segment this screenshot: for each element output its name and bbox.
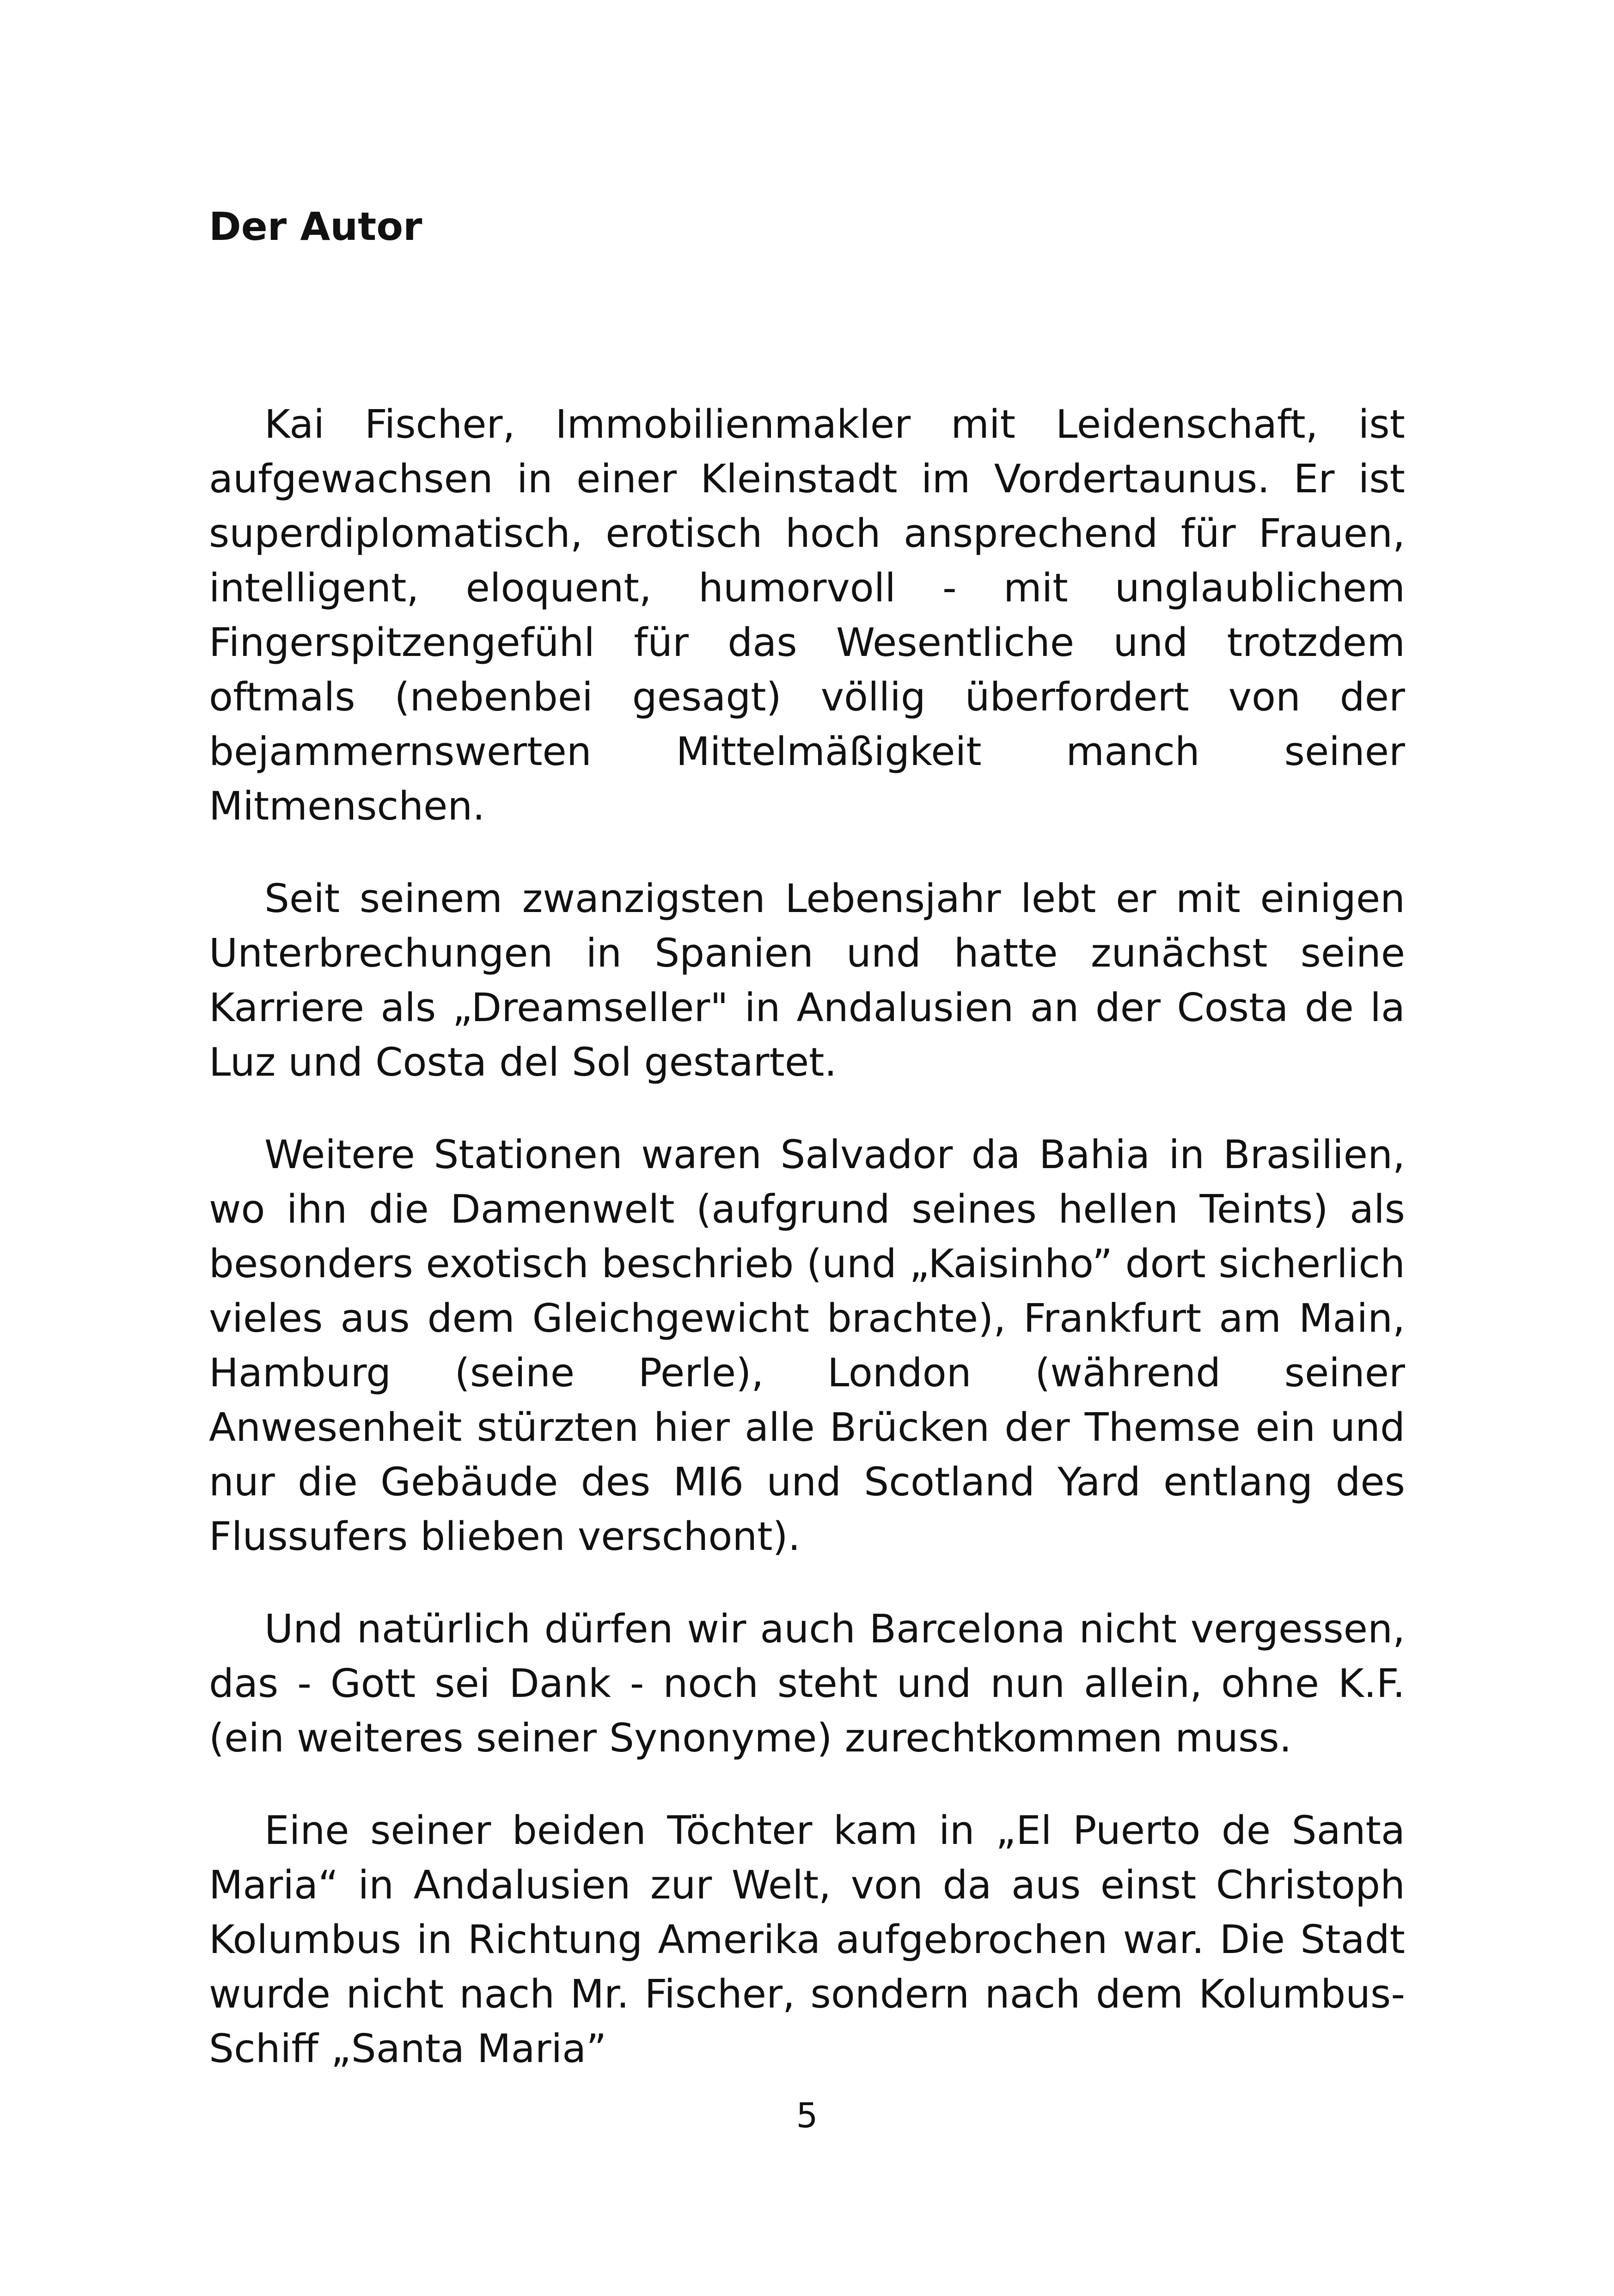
paragraph-daughters: Eine seiner beiden Töchter kam in „El Puerto de Santa Maria“ in Andalusien zur Welt, von da aus einst Christoph Kolumbus in Richtung Amerika aufgebrochen war. Die Stadt wurde nicht nach Mr. Fischer, sondern nach dem Kolumbus-Schiff „Santa Maria” — [209, 1808, 1405, 2072]
chapter-heading: Der Autor — [209, 204, 422, 249]
body-text — [209, 398, 1405, 2114]
page-number: 5 — [796, 2096, 818, 2136]
paragraph-spain: Seit seinem zwanzigsten Lebensjahr lebt er mit einigen Unterbrechungen in Spanien und hatte zunächst seine Karriere als „Dreamseller" in Andalusien an der Costa de la Luz und Costa del Sol gestartet. — [209, 876, 1405, 1085]
paragraph-stations: Weitere Stationen waren Salvador da Bahia in Brasilien, wo ihn die Damenwelt (aufgrund seines hellen Teints) als besonders exotisch beschrieb (und „Kaisinho” dort sicherlich vieles aus dem Gleichgewicht brachte), Frankfurt am Main, Hamburg (seine Perle), London (während seiner Anwesenheit stürzten hier alle Brücken der Themse ein und nur die Gebäude des MI6 und Scotland Yard entlang des Flussufers blieben verschont). — [209, 1132, 1405, 1560]
paragraph-barcelona: Und natürlich dürfen wir auch Barcelona nicht vergessen, das - Gott sei Dank - noch steht und nun allein, ohne K.F. (ein weiteres seiner Synonyme) zurechtkommen muss. — [209, 1606, 1405, 1761]
paragraph-intro: Kai Fischer, Immobilienmakler mit Leidenschaft, ist aufgewachsen in einer Kleinstadt im Vordertaunus. Er ist superdiplomatisch, erotisch hoch ansprechend für Frauen, intelligent, eloquent, humorvoll - mit unglaublichem Fingerspitzengefühl für das Wesentliche und trotzdem oftmals (nebenbei gesagt) völlig überfordert von der bejammernswerten Mittelmäßigkeit manch seiner Mitmenschen. — [209, 402, 1405, 829]
